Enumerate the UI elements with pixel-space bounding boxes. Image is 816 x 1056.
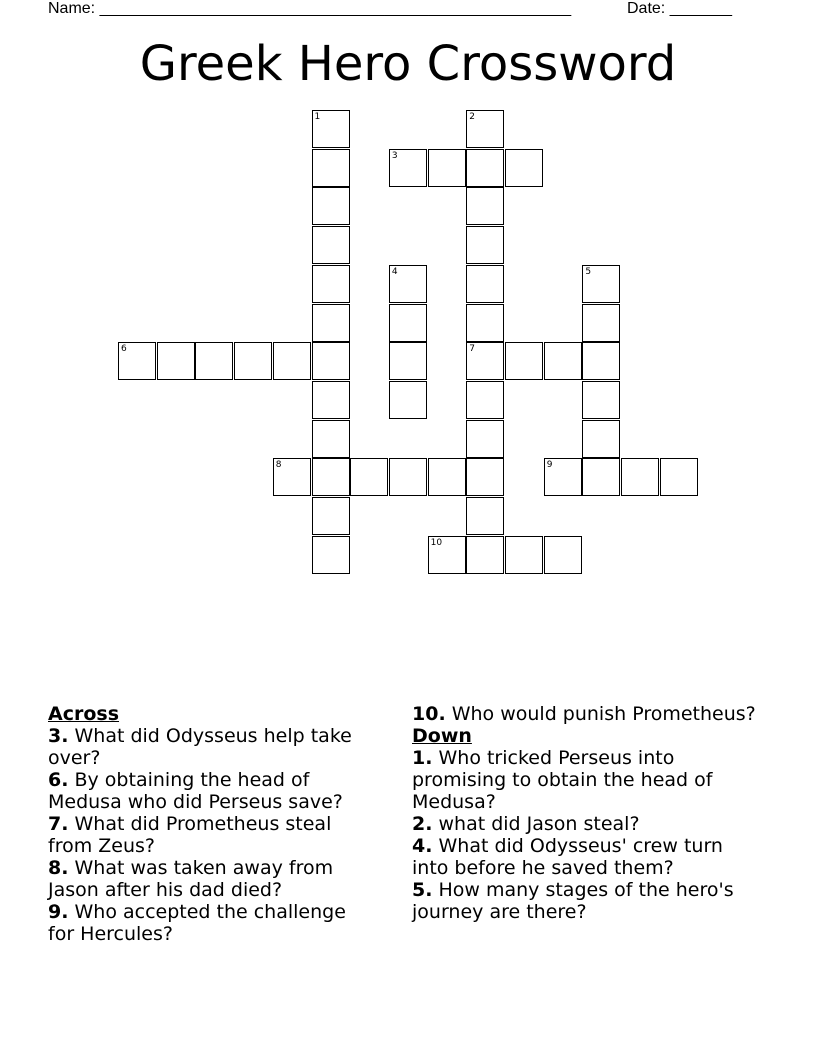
crossword-cell[interactable] (350, 458, 388, 496)
crossword-cell[interactable] (582, 458, 620, 496)
down-clue-1 (412, 747, 762, 813)
name-field-label: Name: _____________________________________________________ (48, 0, 572, 17)
clue-text: what did Jason steal? (432, 813, 640, 835)
down-heading: Down (412, 725, 472, 747)
crossword-cell[interactable] (505, 536, 543, 574)
cell-number: 5 (585, 266, 592, 277)
crossword-cell[interactable] (466, 265, 504, 303)
crossword-cell[interactable] (389, 342, 427, 380)
crossword-cell[interactable] (234, 342, 272, 380)
crossword-cell[interactable] (312, 381, 350, 419)
crossword-cell[interactable] (660, 458, 698, 496)
crossword-cell[interactable] (466, 381, 504, 419)
crossword-cell[interactable] (389, 458, 427, 496)
crossword-cell[interactable] (273, 342, 311, 380)
crossword-cell[interactable] (273, 458, 311, 496)
crossword-cell[interactable] (466, 149, 504, 187)
down-clue-5 (412, 879, 762, 923)
clue-text: What did Odysseus help take over? (48, 725, 352, 769)
crossword-cell[interactable] (312, 110, 350, 148)
clue-number: 9. (48, 901, 69, 923)
cell-number: 10 (430, 537, 443, 548)
crossword-cell[interactable] (428, 458, 466, 496)
crossword-cell[interactable] (195, 342, 233, 380)
crossword-cell[interactable] (466, 110, 504, 148)
clue-number: 1. (412, 747, 433, 769)
cell-number: 8 (275, 460, 282, 471)
clue-number: 8. (48, 857, 69, 879)
crossword-cell[interactable] (582, 265, 620, 303)
cell-number: 4 (391, 266, 398, 277)
clue-text: By obtaining the head of Medusa who did Perseus save? (48, 769, 343, 813)
date-field-label: Date: _______ (627, 0, 732, 17)
cell-number: 7 (469, 344, 476, 355)
crossword-cell[interactable] (312, 265, 350, 303)
clue-number: 2. (412, 813, 433, 835)
crossword-cell[interactable] (312, 497, 350, 535)
cell-number: 1 (314, 112, 321, 122)
crossword-cell[interactable] (466, 497, 504, 535)
clue-number: 7. (48, 813, 69, 835)
crossword-cell[interactable] (157, 342, 195, 380)
crossword-cell[interactable] (466, 458, 504, 496)
crossword-cell[interactable] (582, 304, 620, 342)
crossword-cell[interactable] (428, 536, 466, 574)
crossword-cell[interactable] (466, 304, 504, 342)
crossword-cell[interactable] (428, 149, 466, 187)
crossword-cell[interactable] (582, 342, 620, 380)
crossword-cell[interactable] (312, 226, 350, 264)
crossword-cell[interactable] (312, 187, 350, 225)
across-clue-6 (48, 769, 378, 813)
crossword-cell[interactable] (389, 149, 427, 187)
crossword-cell[interactable] (621, 458, 659, 496)
crossword-cell[interactable] (582, 381, 620, 419)
clue-number: 5. (412, 879, 433, 901)
across-clue-8 (48, 857, 378, 901)
clue-text: What was taken away from Jason after his dad died? (48, 857, 334, 901)
across-clue-3 (48, 725, 378, 769)
crossword-cell[interactable] (466, 536, 504, 574)
cell-number: 2 (469, 112, 476, 122)
down-clue-4 (412, 835, 762, 879)
clue-number: 3. (48, 725, 69, 747)
crossword-cell[interactable] (312, 420, 350, 458)
cell-number: 9 (546, 460, 553, 471)
cell-number: 3 (391, 150, 398, 161)
crossword-cell[interactable] (505, 149, 543, 187)
clues-column-right (412, 703, 762, 923)
clue-text: What did Prometheus steal from Zeus? (48, 813, 332, 857)
across-clue-7 (48, 813, 378, 857)
across-clue-10 (412, 703, 762, 725)
crossword-cell[interactable] (544, 342, 582, 380)
crossword-cell[interactable] (466, 342, 504, 380)
clue-number: 6. (48, 769, 69, 791)
across-heading: Across (48, 703, 120, 725)
crossword-cell[interactable] (312, 536, 350, 574)
crossword-cell[interactable] (466, 187, 504, 225)
clue-text: Who would punish Prometheus? (445, 703, 756, 725)
across-clue-9 (48, 901, 378, 945)
clue-text: How many stages of the hero's journey are there? (412, 879, 734, 923)
crossword-cell[interactable] (312, 458, 350, 496)
crossword-cell[interactable] (118, 342, 156, 380)
crossword-cell[interactable] (505, 342, 543, 380)
crossword-cell[interactable] (389, 304, 427, 342)
crossword-cell[interactable] (582, 420, 620, 458)
crossword-cell[interactable] (466, 420, 504, 458)
cell-number: 6 (121, 344, 127, 355)
crossword-cell[interactable] (389, 381, 427, 419)
crossword-cell[interactable] (466, 226, 504, 264)
crossword-cell[interactable] (389, 265, 427, 303)
page-title: Greek Hero Crossword (139, 36, 677, 92)
crossword-cell[interactable] (312, 342, 350, 380)
crossword-cell[interactable] (544, 458, 582, 496)
clue-text: Who tricked Perseus into promising to obtain the head of Medusa? (412, 747, 713, 813)
clue-text: What did Odysseus' crew turn into before he saved them? (412, 835, 723, 879)
clues-column-left (48, 703, 378, 945)
down-clue-2 (412, 813, 762, 835)
crossword-cell[interactable] (544, 536, 582, 574)
clue-number: 4. (412, 835, 433, 857)
clue-text: Who accepted the challenge for Hercules? (48, 901, 346, 945)
clue-number: 10. (412, 703, 446, 725)
crossword-cell[interactable] (312, 304, 350, 342)
crossword-cell[interactable] (312, 149, 350, 187)
